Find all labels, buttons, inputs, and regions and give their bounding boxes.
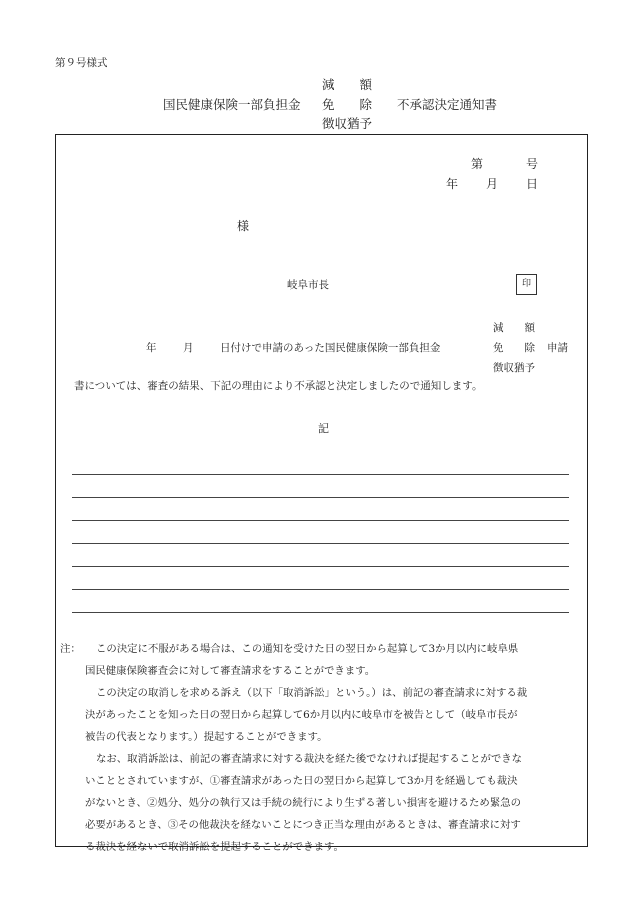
reason-line bbox=[72, 612, 569, 613]
addressee-suffix: 様 bbox=[237, 219, 250, 233]
title-option-exemption: 免 除 bbox=[322, 97, 373, 112]
doc-number-prefix: 第 bbox=[471, 157, 484, 171]
note-line: 被告の代表となります。）提起することができます。 bbox=[85, 731, 328, 743]
title-option-deferral: 徴収猶予 bbox=[322, 116, 373, 131]
doc-number-suffix: 号 bbox=[526, 157, 539, 171]
body-option-deferral: 徴収猶予 bbox=[493, 362, 535, 374]
note-line: この決定の取消しを求める訴え（以下「取消訴訟」という。）は、前記の審査請求に対する裁 bbox=[96, 687, 528, 699]
body-application: 申請 bbox=[547, 342, 568, 354]
reason-line bbox=[72, 566, 569, 567]
form-number: 第９号様式 bbox=[55, 57, 108, 69]
reason-line bbox=[72, 543, 569, 544]
notes-label: 注： bbox=[60, 643, 81, 655]
title-suffix: 不承認決定通知書 bbox=[397, 97, 498, 112]
note-line: 必要があるとき、③その他裁決を経ないことにつき正当な理由があるときは、審査請求に対す bbox=[85, 819, 521, 831]
note-line: この決定に不服がある場合は、この通知を受けた日の翌日から起算して3か月以内に岐阜県 bbox=[96, 643, 519, 655]
notice-frame bbox=[55, 134, 588, 853]
note-line: なお、取消訴訟は、前記の審査請求に対する裁決を経た後でなければ提起することができな bbox=[96, 753, 523, 765]
body-text-2: 書については、審査の結果、下記の理由により不承認と決定しましたので通知します。 bbox=[74, 380, 483, 392]
title-prefix: 国民健康保険一部負担金 bbox=[163, 97, 301, 112]
note-line: いこととされていますが、①審査請求があった日の翌日から起算して3か月を経過しても裁決 bbox=[85, 775, 518, 787]
body-option-exemption: 免 除 bbox=[493, 342, 535, 354]
reason-line bbox=[72, 520, 569, 521]
note-line: る裁決を経ないで取消訴訟を提起することができます。 bbox=[85, 841, 344, 853]
note-line: がないとき、②処分、処分の執行又は手続の続行により生ずる著しい損害を避けるため緊急の bbox=[85, 797, 521, 809]
body-year: 年 bbox=[146, 342, 157, 354]
reason-line bbox=[72, 497, 569, 498]
sender-name: 岐阜市長 bbox=[287, 279, 329, 291]
reason-line bbox=[72, 589, 569, 590]
seal-mark: 印 bbox=[516, 274, 537, 295]
body-option-reduction: 減 額 bbox=[493, 322, 535, 334]
date-day: 日 bbox=[526, 177, 539, 191]
body-text-1: 日付けで申請のあった国民健康保険一部負担金 bbox=[220, 342, 441, 354]
date-month: 月 bbox=[486, 177, 499, 191]
ki-heading: 記 bbox=[318, 422, 329, 435]
reason-line bbox=[72, 474, 569, 475]
date-year: 年 bbox=[446, 177, 459, 191]
note-line: 決があったことを知った日の翌日から起算して6か月以内に岐阜市を被告として（岐阜市長が bbox=[85, 709, 518, 721]
title-option-reduction: 減 額 bbox=[322, 77, 373, 92]
note-line: 国民健康保険審査会に対して審査請求をすることができます。 bbox=[85, 665, 376, 677]
body-month: 月 bbox=[183, 342, 194, 354]
